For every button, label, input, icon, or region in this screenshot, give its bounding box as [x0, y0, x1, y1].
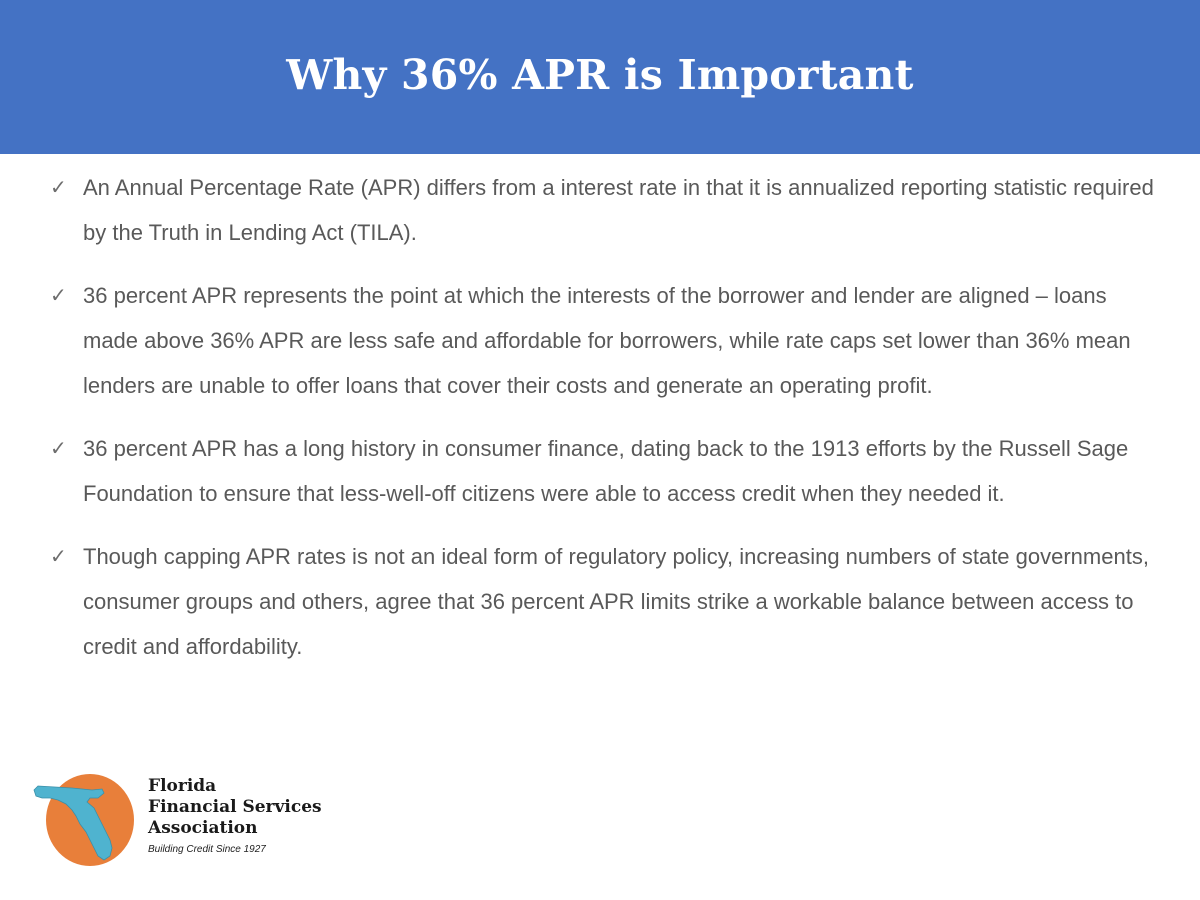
logo-name	[148, 776, 322, 839]
bullet-text: Though capping APR rates is not an ideal form of regulatory policy, increasing numbers of state governments, consumer groups and others, agree that 36 percent APR limits strike a workable balance between access to credit and affordability.	[83, 544, 1149, 659]
check-icon: ✓	[50, 175, 67, 199]
logo-name-line3: Association	[148, 818, 258, 838]
bullet-list	[50, 165, 1160, 687]
logo-name-line2: Financial Services	[148, 797, 322, 817]
slide-title: Why 36% APR is Important	[286, 51, 914, 99]
bullet-item	[50, 273, 1160, 408]
bullet-item	[50, 165, 1160, 255]
title-banner	[0, 0, 1200, 154]
check-icon: ✓	[50, 436, 67, 460]
logo-name-line1: Florida	[148, 776, 217, 796]
logo-tagline: Building Credit Since 1927	[148, 844, 266, 855]
bullet-item	[50, 534, 1160, 669]
bullet-item	[50, 426, 1160, 516]
bullet-text: 36 percent APR represents the point at which the interests of the borrower and lender are aligned – loans made above 36% APR are less safe and affordable for borrowers, while rate caps set lower than 36% mean lenders are unable to offer loans that cover their costs and generate an operating profit.	[83, 283, 1131, 398]
bullet-text: An Annual Percentage Rate (APR) differs from a interest rate in that it is annualized reporting statistic required by the Truth in Lending Act (TILA).	[83, 175, 1154, 245]
check-icon: ✓	[50, 283, 67, 307]
organization-logo	[24, 758, 324, 872]
bullet-text: 36 percent APR has a long history in consumer finance, dating back to the 1913 efforts by the Russell Sage Foundation to ensure that less-well-off citizens were able to access credit when they needed it.	[83, 436, 1129, 506]
florida-map-icon	[32, 768, 142, 868]
check-icon: ✓	[50, 544, 67, 568]
